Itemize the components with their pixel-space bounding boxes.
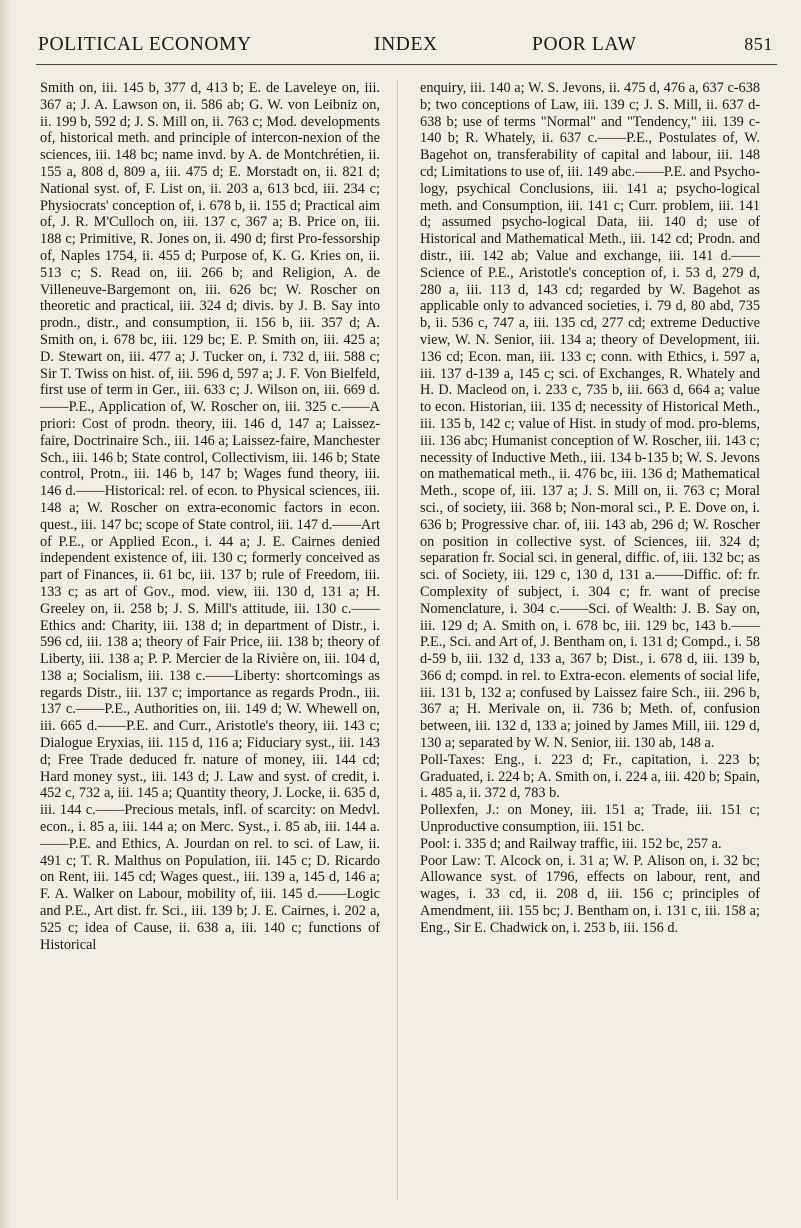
page-edge-shadow	[0, 0, 10, 1228]
column-divider	[397, 80, 398, 1200]
running-header	[20, 34, 781, 64]
header-rule	[36, 64, 777, 65]
index-column-right	[420, 80, 760, 937]
index-text-right: enquiry, iii. 140 a; W. S. Jevons, ii. 475 d, 476 a, 637 c-638 b; two conceptions of Law, iii. 139 c; J. S. Mill, ii. 637 d-638 b; use of terms "Normal" and "Tendency," iii. 139 c-140 b; R. Whately, ii. 637 c.——P.E., Postulates of, W. Bagehot on, transferability of capital and labour, iii. 148 cd; Limitations to use of, iii. 149 abc.——P.E. and Psycho-logy, psychical Conclusions, iii. 141 a; psycho-logical meth. and Consumption, iii. 141 c; Curr. problem, iii. 141 d; assumed psycho-logical Data, iii. 140 d; use of Historical and Mathematical Meth., iii. 142 cd; Prodn. and distr., iii. 142 ab; Value and exchange, iii. 141 d.——Science of P.E., Aristotle's conception of, i. 53 d, 279 d, 280 a, iii. 113 d, 143 cd; regarded by W. Bagehot as applicable only to advanced societies, i. 79 d, 80 abd, 735 b, ii. 536 c, 747 a, iii. 135 cd, 277 cd; extreme Deductive view, W. N. Senior, iii. 134 a; theory of Development, iii. 136 cd; Econ. man, iii. 133 c; conn. with Ethics, i. 597 a, iii. 137 d-139 a, 145 c; sci. of Exchanges, R. Whately and H. D. Macleod on, i. 233 c, 735 b, iii. 663 d, 664 a; value to econ. Historian, iii. 135 d; necessity of Historical Meth., iii. 135 b, 142 c; value of Hist. in study of mod. pro-blems, iii. 136 abc; Humanist conception of W. Roscher, iii. 143 c; necessity of Inductive Meth., iii. 134 b-135 b; W. S. Jevons on mathematical meth., ii. 476 bc, iii. 136 d; Mathematical Meth., scope of, iii. 137 a; J. S. Mill on, ii. 763 c; Moral sci., of society, iii. 368 b; Non-moral sci., P. E. Dove on, i. 636 b; Progressive char. of, iii. 143 ab, 296 d; W. Roscher on position in collective syst. of Sciences, iii. 324 d; separation fr. Social sci. in general, diffic. of, iii. 132 bc; as sci. of Society, iii. 129 c, 130 d, 131 a.——Diffic. of: fr. Complexity of subject, i. 304 c; fr. want of precise Nomenclature, i. 304 c.——Sci. of Wealth: J. B. Say on, iii. 129 d; A. Smith on, i. 678 bc, iii. 129 bc, 143 b.——P.E., Sci. and Art of, J. Bentham on, i. 131 d; Compd., i. 58 d-59 b, iii. 132 d, 133 a, 367 b; Dist., i. 678 d, iii. 139 b, 366 d; compd. in rel. to Extra-econ. elements of social life, iii. 131 b, 132 a; confused by Laissez faire Sch., iii. 296 b, 367 a; H. Merivale on, ii. 736 b; Meth. of, confusion between, iii. 132 d, 133 a; joined by James Mill, iii. 129 d, 130 a; separated by W. N. Senior, iii. 130 ab, 148 a. Poll-Taxes: Eng., i. 223 d; Fr., capitation, i. 223 b; Graduated, i. 224 b; A. Smith on, i. 224 a, iii. 420 b; Spain, i. 485 a, ii. 372 d, 783 b. Pollexfen, J.: on Money, iii. 151 a; Trade, iii. 151 c; Unproductive consumption, iii. 151 bc. Pool: i. 335 d; and Railway traffic, iii. 152 bc, 257 a. Poor Law: T. Alcock on, i. 31 a; W. P. Alison on, i. 32 bc; Allowance syst. of 1796, effects on labour, rent, and wages, i. 33 cd, ii. 208 d, iii. 156 c; principles of Amendment, iii. 155 bc; J. Bentham on, i. 131 c, iii. 158 a; Eng., Sir E. Chadwick on, i. 253 b, iii. 156 d.	[420, 80, 760, 936]
header-left-title: POLITICAL ECONOMY	[38, 34, 252, 55]
index-text-left: Smith on, iii. 145 b, 377 d, 413 b; E. de Laveleye on, iii. 367 a; J. A. Lawson on, ii. 586 ab; G. W. von Leibniz on, ii. 199 b, 592 d; J. S. Mill on, ii. 763 c; Mod. developments of, historical meth. and principle of intercon-nexion of the sciences, iii. 148 bc; name invd. by A. de Montchrétien, ii. 155 a, 808 d, 809 a, iii. 475 d; E. Morstadt on, ii. 821 d; National syst. of, F. List on, ii. 203 a, 613 bcd, iii. 234 c; Physiocrats' conception of, i. 678 b, ii. 155 d; Practical aim of, J. R. M'Culloch on, iii. 137 c, 367 a; B. Price on, iii. 188 c; Primitive, R. Jones on, ii. 490 d; first Pro-fessorship of, Naples 1754, ii. 455 d; Purpose of, K. G. Kries on, ii. 513 c; S. Read on, iii. 266 b; and Religion, A. de Villeneuve-Bargemont on, iii. 626 bc; W. Roscher on theoretic and practical, iii. 324 d; divis. by J. B. Say into prodn., distr., and consumption, ii. 156 b, iii. 357 d; A. Smith on, i. 678 bc, iii. 129 bc; E. P. Smith on, iii. 425 a; D. Stewart on, iii. 477 a; J. Tucker on, i. 732 d, iii. 588 c; Sir T. Twiss on hist. of, iii. 596 d, 597 a; J. F. Von Bielfeld, first use of term in Ger., iii. 633 c; J. Wilson on, iii. 669 d.——P.E., Application of, W. Roscher on, iii. 325 c.——A priori: Cost of prodn. theory, iii. 146 d, 147 a; Laissez-faire, Doctrinaire Sch., iii. 146 a; Laissez-faire, Manchester Sch., iii. 146 b; State control, Collectivism, iii. 146 b; State control, Protn., iii. 146 b, 147 b; Wages fund theory, iii. 146 d.——Historical: rel. of econ. to Physical sciences, iii. 148 a; W. Roscher on extra-economic factors in econ. quest., iii. 147 bc; scope of State control, iii. 147 d.——Art of P.E., or Applied Econ., i. 44 a; J. E. Cairnes denied independent existence of, iii. 130 c; formerly conceived as part of Finances, ii. 61 bc, iii. 137 b; rule of Freedom, iii. 133 c; as art of Gov., mod. view, iii. 130 d, 131 a; H. Greeley on, ii. 258 b; J. S. Mill's attitude, iii. 130 c.——Ethics and: Charity, iii. 138 d; in department of Distr., i. 596 cd, iii. 138 a; theory of Fair Price, iii. 138 b; theory of Liberty, iii. 138 a; P. P. Mercier de la Rivière on, iii. 104 d, 138 a; Socialism, iii. 138 c.——Liberty: shortcomings as regards Distr., iii. 137 c; importance as regards Prodn., iii. 137 c.——P.E., Authorities on, iii. 149 d; W. Whewell on, iii. 665 d.——P.E. and Curr., Aristotle's theory, iii. 143 c; Dialogue Eryxias, iii. 115 d, 116 a; Fiduciary syst., iii. 143 d; Free Trade deduced fr. nature of money, iii. 144 cd; Hard money syst., iii. 143 d; J. Law and syst. of credit, i. 452 c, 732 a, iii. 145 a; Quantity theory, J. Locke, ii. 635 d, iii. 144 c.——Precious metals, infl. of scarcity: on Medvl. econ., i. 85 a, iii. 144 a; on Merc. Syst., i. 85 ab, iii. 144 a.——P.E. and Ethics, A. Jourdan on rel. to sci. of Law, ii. 491 c; T. R. Malthus on Population, iii. 145 c; D. Ricardo on Rent, iii. 145 cd; Wages quest., iii. 139 a, 145 d, 146 a; F. A. Walker on Labour, mobility of, iii. 145 d.——Logic and P.E., Art dist. fr. Sci., iii. 139 b; J. E. Cairnes, i. 202 a, 525 c; idea of Cause, ii. 638 a, iii. 140 c; functions of Historical	[40, 80, 380, 953]
header-center-title: INDEX	[374, 34, 438, 55]
page-number: 851	[744, 34, 773, 54]
index-column-left	[40, 80, 380, 953]
header-right-title: POOR LAW	[532, 34, 637, 55]
